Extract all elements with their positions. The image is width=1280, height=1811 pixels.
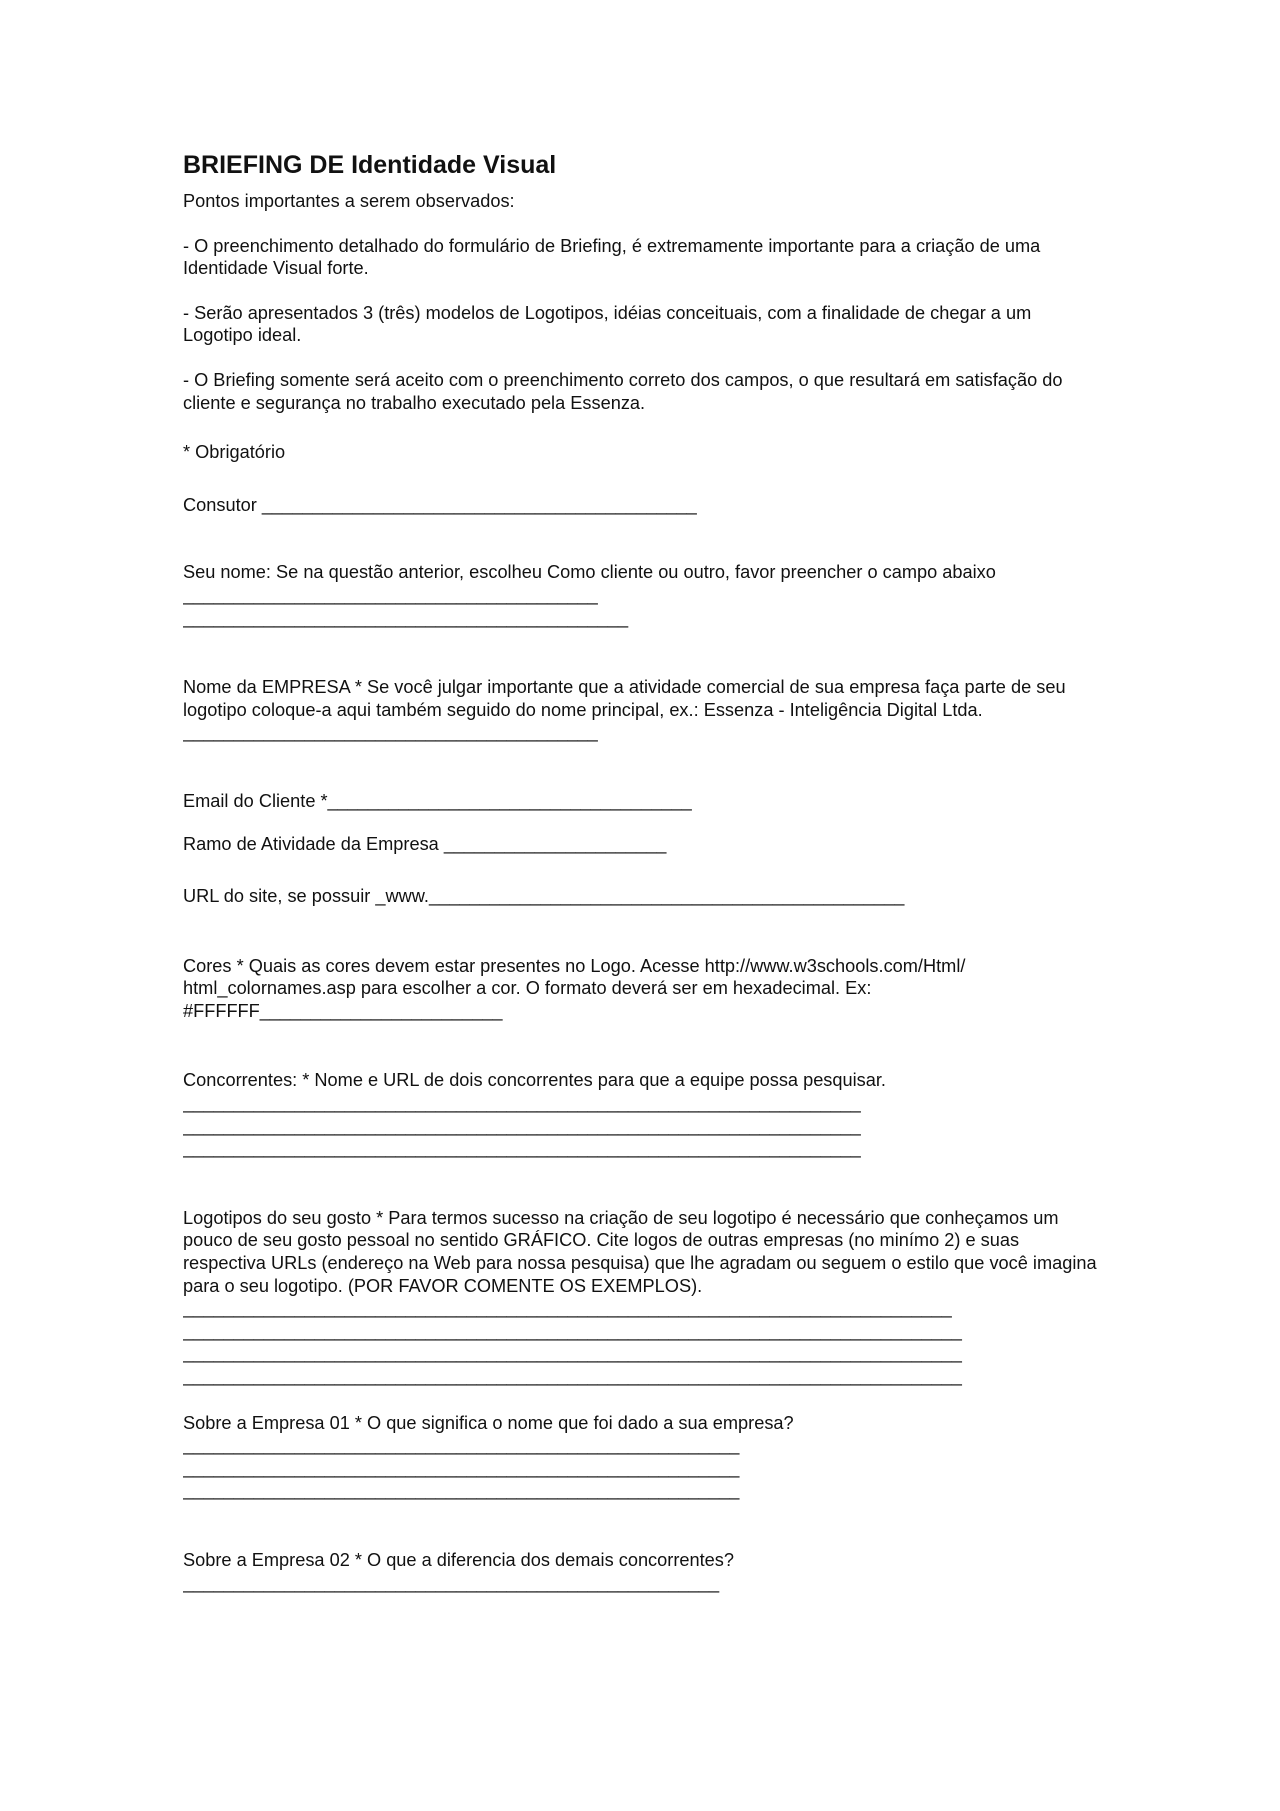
logotipos-line-2[interactable]: _____________________________________________________________________________ bbox=[183, 1320, 962, 1341]
concorrentes-line-1[interactable]: ___________________________________________________________________ bbox=[183, 1093, 861, 1114]
email-field[interactable]: Email do Cliente *____________________________________ bbox=[183, 790, 692, 811]
note-2: - Serão apresentados 3 (três) modelos de Logotipos, idéias conceituais, com a finalidade de chegar a um Logotipo ideal. bbox=[183, 302, 1037, 346]
empresa01-label: Sobre a Empresa 01 * O que significa o nome que foi dado a sua empresa? bbox=[183, 1412, 794, 1433]
logotipos-line-1[interactable]: ____________________________________________________________________________ bbox=[183, 1298, 952, 1319]
empresa02-label: Sobre a Empresa 02 * O que a diferencia dos demais concorrentes? bbox=[183, 1549, 734, 1570]
empresa02-line-1[interactable]: _____________________________________________________ bbox=[183, 1572, 720, 1593]
document-title: BRIEFING DE Identidade Visual bbox=[183, 151, 557, 179]
concorrentes-line-2[interactable]: ___________________________________________________________________ bbox=[183, 1115, 861, 1136]
url-field[interactable]: URL do site, se possuir _www._______________________________________________ bbox=[183, 886, 905, 907]
note-3: - O Briefing somente será aceito com o preenchimento correto dos campos, o que resultará em satisfação do cliente e segurança no trabalho executado pela Essenza. bbox=[183, 369, 1068, 413]
concorrentes-label: Concorrentes: * Nome e URL de dois concorrentes para que a equipe possa pesquisar. bbox=[183, 1070, 886, 1091]
cores-field[interactable]: Cores * Quais as cores devem estar presentes no Logo. Acesse http://www.w3schools.com/Html/ html_colornames.asp para escolher a cor. O formato deverá ser em hexadecimal. Ex: #FFFFFF________________________ bbox=[183, 955, 971, 1021]
document-page bbox=[183, 150, 1103, 1594]
seu-nome-label: Seu nome: Se na questão anterior, escolheu Como cliente ou outro, favor preencher o campo abaixo bbox=[183, 562, 996, 583]
empresa01-line-3[interactable]: _______________________________________________________ bbox=[183, 1480, 740, 1501]
ramo-field[interactable]: Ramo de Atividade da Empresa ______________________ bbox=[183, 833, 667, 854]
logotipos-label: Logotipos do seu gosto * Para termos sucesso na criação de seu logotipo é necessário que conheçamos um pouco de seu gosto pessoal no sentido GRÁFICO. Cite logos de outras empresas (no minímo 2) e suas respectiva URLs (endereço na Web para nossa pesquisa) que lhe agradam ou seguem o estilo que você imagina para o seu logotipo. (POR FAVOR COMENTE OS EXEMPLOS). bbox=[183, 1207, 1102, 1296]
intro-text: Pontos importantes a serem observados: bbox=[183, 191, 515, 211]
consultor-field[interactable]: Consutor ___________________________________________ bbox=[183, 494, 697, 515]
seu-nome-line-2[interactable]: ____________________________________________ bbox=[183, 607, 629, 628]
required-note: * Obrigatório bbox=[183, 442, 286, 463]
empresa01-line-2[interactable]: _______________________________________________________ bbox=[183, 1457, 740, 1478]
seu-nome-line-1[interactable]: _________________________________________ bbox=[183, 584, 598, 605]
concorrentes-line-3[interactable]: ___________________________________________________________________ bbox=[183, 1138, 861, 1159]
empresa-line-1[interactable]: _________________________________________ bbox=[183, 722, 598, 743]
empresa01-line-1[interactable]: _______________________________________________________ bbox=[183, 1435, 740, 1456]
logotipos-line-3[interactable]: _____________________________________________________________________________ bbox=[183, 1343, 962, 1364]
empresa-label: Nome da EMPRESA * Se você julgar importante que a atividade comercial de sua empresa faça parte de seu logotipo coloque-a aqui também seguido do nome principal, ex.: Essenza - Inteligência Digital Ltda. bbox=[183, 677, 1071, 720]
logotipos-line-4[interactable]: _____________________________________________________________________________ bbox=[183, 1366, 962, 1386]
note-1: - O preenchimento detalhado do formulário de Briefing, é extremamente importante para a criação de uma Identidade Visual forte. bbox=[183, 235, 1046, 279]
